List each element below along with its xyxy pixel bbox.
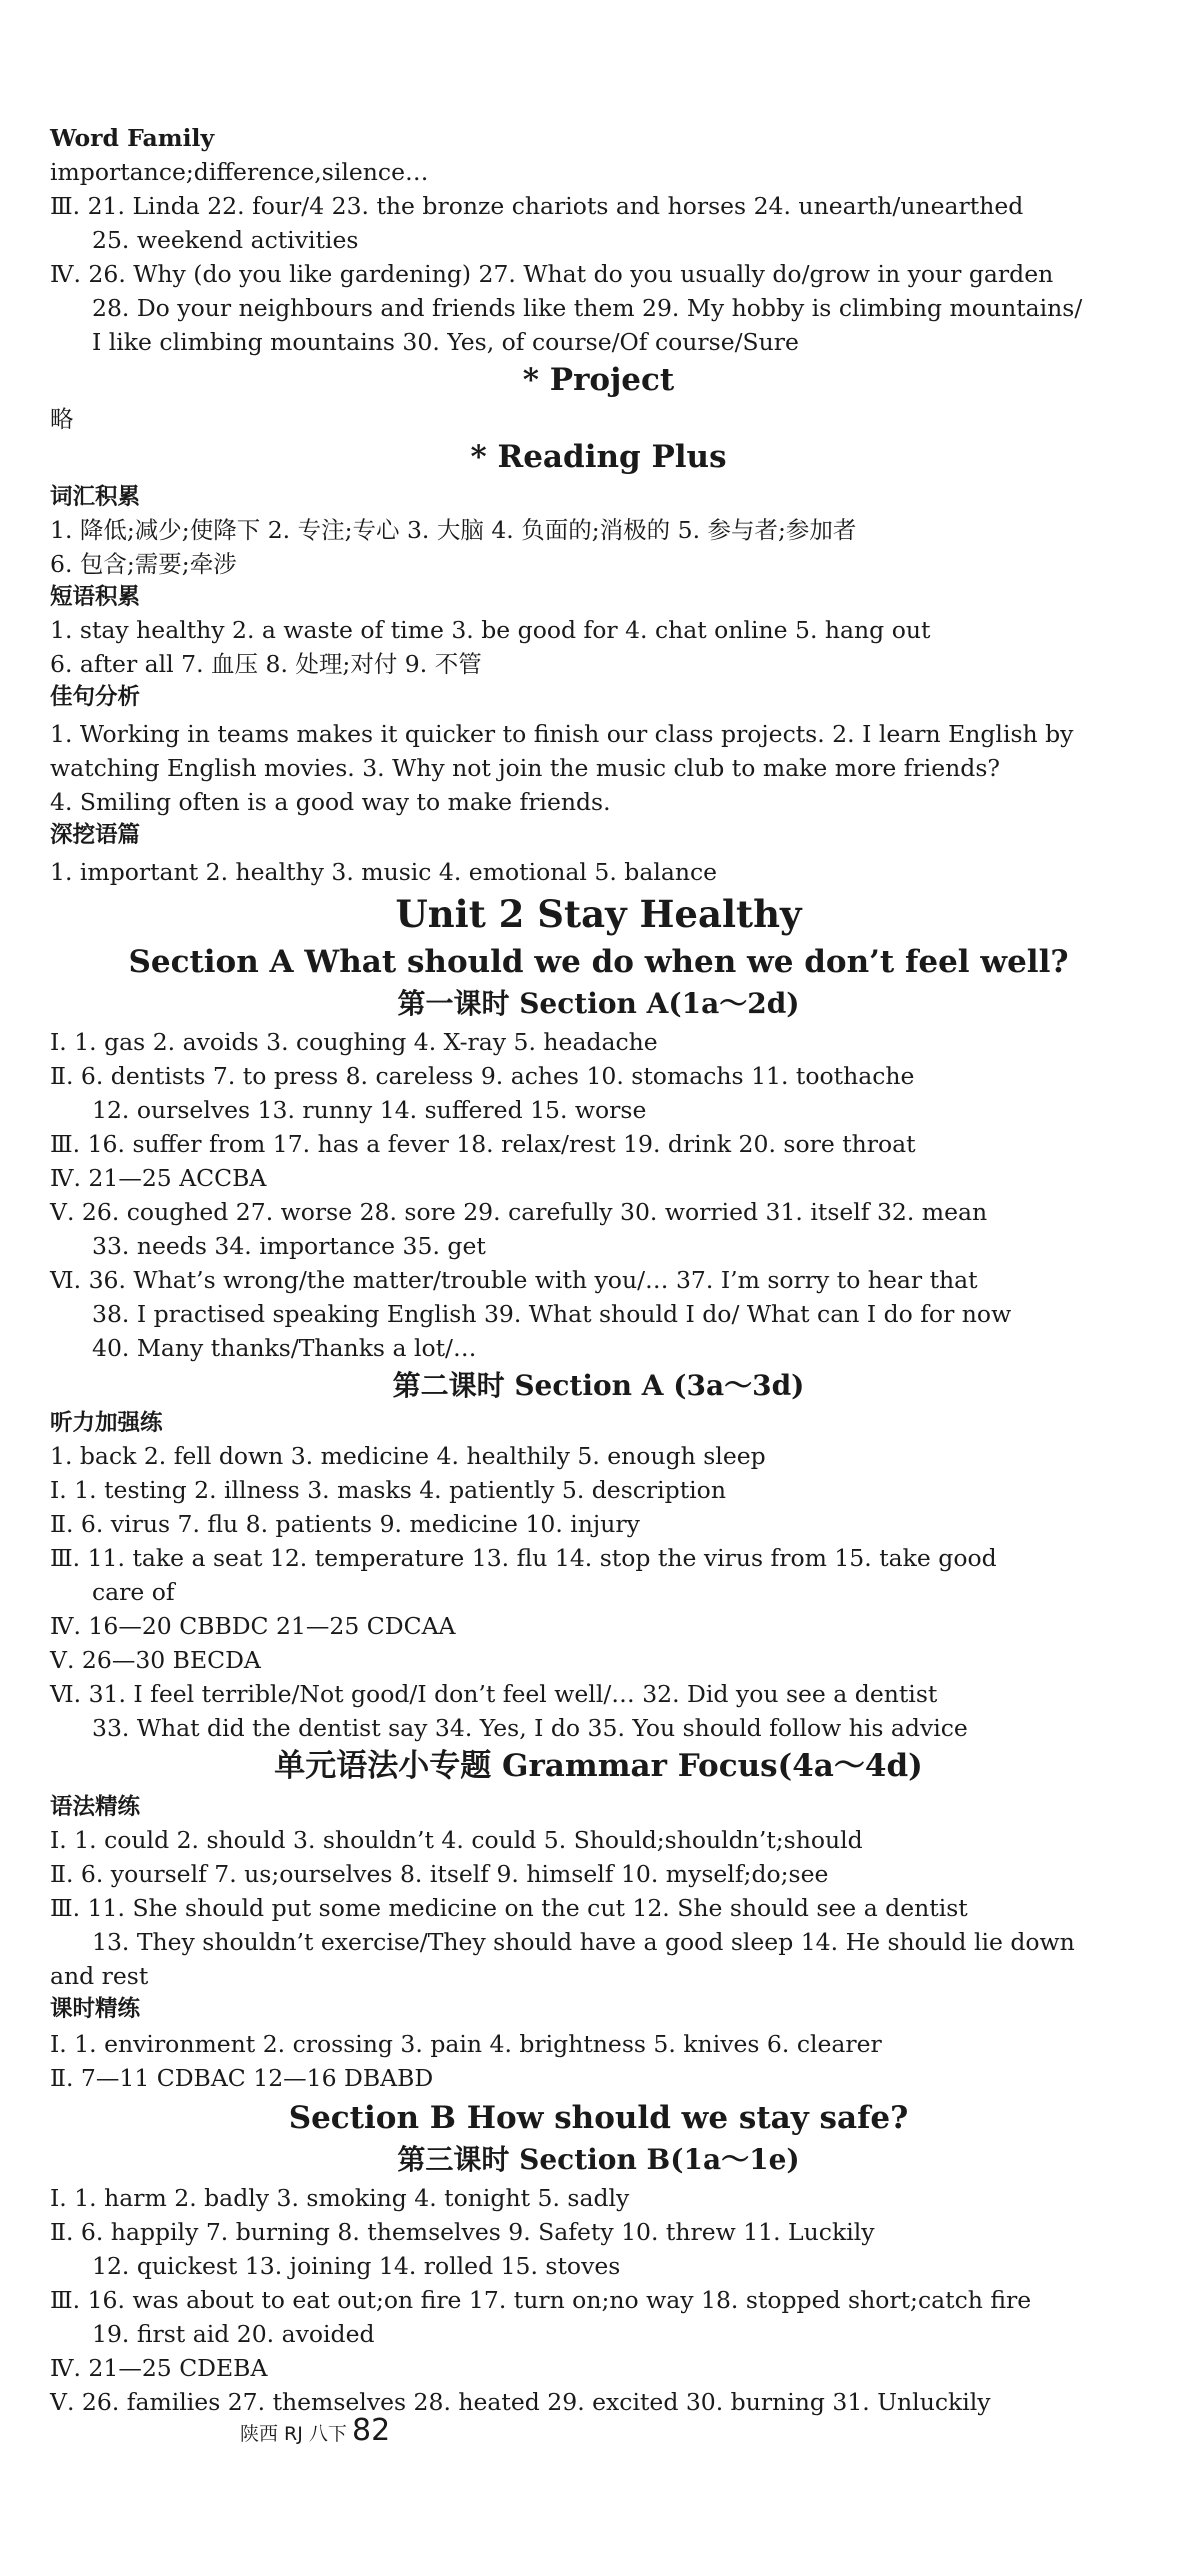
grammar-title: 单元语法小专题 Grammar Focus(4a～4d) — [274, 1748, 923, 1784]
project-heading: * Project — [522, 362, 675, 398]
answer-line: Ⅱ. 7—11 CDBAC 12—16 DBABD — [50, 2064, 434, 2092]
project-body: 略 — [50, 405, 74, 433]
answer-line: I like climbing mountains 30. Yes, of course/Of course/Sure — [92, 328, 799, 356]
section-a-title: Section A What should we do when we don’t feel well? — [128, 944, 1069, 980]
answer-line: Ⅴ. 26. coughed 27. worse 28. sore 29. carefully 30. worried 31. itself 32. mean — [50, 1198, 988, 1226]
answer-line: care of — [92, 1578, 175, 1606]
answer-line: Ⅲ. 21. Linda 22. four/4 23. the bronze chariots and horses 24. unearth/unearthed — [50, 192, 1024, 220]
answer-line: 12. ourselves 13. runny 14. suffered 15. worse — [92, 1096, 647, 1124]
answer-line: Ⅰ. 1. could 2. should 3. shouldn’t 4. could 5. Should;shouldn’t;should — [50, 1826, 863, 1854]
answer-line: Ⅳ. 21—25 ACCBA — [50, 1164, 267, 1192]
answer-line: 4. Smiling often is a good way to make friends. — [50, 788, 611, 816]
answer-line: 19. first aid 20. avoided — [92, 2320, 375, 2348]
answer-line: 33. What did the dentist say 34. Yes, I do 35. You should follow his advice — [92, 1714, 968, 1742]
answer-line: and rest — [50, 1962, 149, 1990]
answer-line: Ⅰ. 1. environment 2. crossing 3. pain 4. brightness 5. knives 6. clearer — [50, 2030, 882, 2058]
answer-line: 25. weekend activities — [92, 226, 359, 254]
answer-line: 40. Many thanks/Thanks a lot/… — [92, 1334, 477, 1362]
answer-line: Ⅵ. 31. I feel terrible/Not good/I don’t feel well/… 32. Did you see a dentist — [50, 1680, 938, 1708]
answer-line: 1. important 2. healthy 3. music 4. emotional 5. balance — [50, 858, 718, 886]
answer-line: Ⅰ. 1. gas 2. avoids 3. coughing 4. X-ray 5. headache — [50, 1028, 658, 1056]
word-family-heading: Word Family — [50, 124, 215, 152]
lesson1-title: 第一课时 Section A(1a～2d) — [397, 987, 800, 1020]
answer-line: Ⅲ. 16. suffer from 17. has a fever 18. relax/rest 19. drink 20. sore throat — [50, 1130, 916, 1158]
answer-line: 1. stay healthy 2. a waste of time 3. be good for 4. chat online 5. hang out — [50, 616, 931, 644]
lesson3-title: 第三课时 Section B(1a～1e) — [397, 2143, 800, 2176]
answer-line: Ⅳ. 16—20 CBBDC 21—25 CDCAA — [50, 1612, 456, 1640]
listening-label: 听力加强练 — [50, 1410, 163, 1436]
answer-line: Ⅱ. 6. happily 7. burning 8. themselves 9. Safety 10. threw 11. Luckily — [50, 2218, 875, 2246]
answer-line: Ⅰ. 1. harm 2. badly 3. smoking 4. tonight 5. sadly — [50, 2184, 630, 2212]
answer-line: Ⅲ. 11. She should put some medicine on the cut 12. She should see a dentist — [50, 1894, 968, 1922]
answer-line: 6. 包含;需要;牵涉 — [50, 550, 237, 578]
answer-line: Ⅵ. 36. What’s wrong/the matter/trouble with you/… 37. I’m sorry to hear that — [50, 1266, 978, 1294]
sentence-label: 佳句分析 — [50, 684, 141, 710]
answer-line: Ⅳ. 21—25 CDEBA — [50, 2354, 268, 2382]
answer-line: 6. after all 7. 血压 8. 处理;对付 9. 不管 — [50, 650, 482, 678]
answer-line: Ⅳ. 26. Why (do you like gardening) 27. What do you usually do/grow in your garden — [50, 260, 1054, 288]
unit-title: Unit 2 Stay Healthy — [395, 892, 802, 936]
answer-line: 1. Working in teams makes it quicker to finish our class projects. 2. I learn English by — [50, 720, 1074, 748]
answer-line: Ⅱ. 6. dentists 7. to press 8. careless 9. aches 10. stomachs 11. toothache — [50, 1062, 915, 1090]
page-number: 82 — [352, 2413, 391, 2448]
lesson-practice-label: 课时精练 — [50, 1996, 141, 2022]
answer-line: watching English movies. 3. Why not join the music club to make more friends? — [50, 754, 1000, 782]
lesson2-title: 第二课时 Section A (3a～3d) — [392, 1369, 805, 1402]
answer-line: Ⅰ. 1. testing 2. illness 3. masks 4. patiently 5. description — [50, 1476, 726, 1504]
section-b-title: Section B How should we stay safe? — [288, 2100, 909, 2136]
answer-line: 33. needs 34. importance 35. get — [92, 1232, 486, 1260]
answer-line: Ⅲ. 11. take a seat 12. temperature 13. flu 14. stop the virus from 15. take good — [50, 1544, 997, 1572]
reading-plus-heading: * Reading Plus — [470, 439, 727, 475]
answer-line: 1. back 2. fell down 3. medicine 4. healthily 5. enough sleep — [50, 1442, 766, 1470]
answer-line: Ⅴ. 26—30 BECDA — [50, 1646, 261, 1674]
answer-line: Ⅱ. 6. virus 7. flu 8. patients 9. medicine 10. injury — [50, 1510, 640, 1538]
phrase-label: 短语积累 — [50, 584, 141, 610]
answer-line: 28. Do your neighbours and friends like them 29. My hobby is climbing mountains/ — [92, 294, 1083, 322]
answer-line: Ⅴ. 26. families 27. themselves 28. heated 29. excited 30. burning 31. Unluckily — [50, 2388, 991, 2416]
answer-line: Ⅱ. 6. yourself 7. us;ourselves 8. itself 9. himself 10. myself;do;see — [50, 1860, 829, 1888]
deep-label: 深挖语篇 — [50, 822, 141, 848]
footer-label: 陕西 RJ 八下 — [240, 2423, 347, 2445]
answer-line: 38. I practised speaking English 39. What should I do/ What can I do for now — [92, 1300, 1012, 1328]
answer-line: 1. 降低;减少;使降下 2. 专注;专心 3. 大脑 4. 负面的;消极的 5. 参与者;参加者 — [50, 516, 857, 544]
grammar-practice-label: 语法精练 — [50, 1794, 141, 1820]
answer-line: 13. They shouldn’t exercise/They should have a good sleep 14. He should lie down — [92, 1928, 1075, 1956]
word-family-line: importance;difference,silence… — [50, 158, 429, 186]
vocab-label: 词汇积累 — [50, 484, 141, 510]
answer-line: Ⅲ. 16. was about to eat out;on fire 17. turn on;no way 18. stopped short;catch fire — [50, 2286, 1032, 2314]
answer-line: 12. quickest 13. joining 14. rolled 15. stoves — [92, 2252, 621, 2280]
